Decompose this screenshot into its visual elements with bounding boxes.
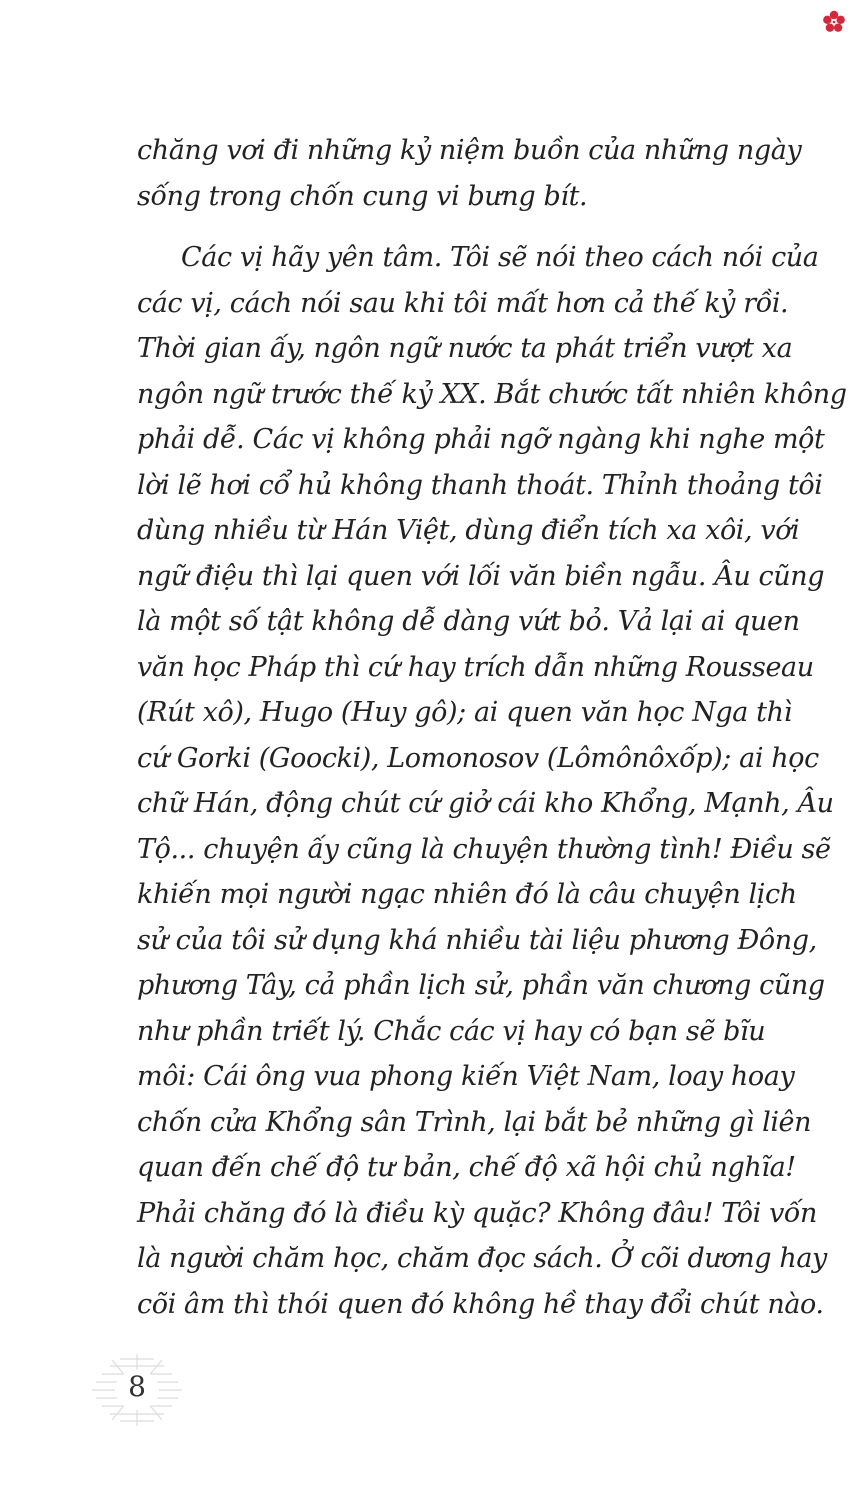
- body-text: [137, 128, 847, 1327]
- text-line: cứ Gorki (Goocki), Lomonosov (Lômônôxốp); ai học: [137, 742, 819, 774]
- text-line: sử của tôi sử dụng khá nhiều tài liệu phương Đông,: [137, 924, 817, 956]
- text-line: quan đến chế độ tư bản, chế độ xã hội chủ nghĩa!: [137, 1152, 796, 1183]
- text-line: văn học Pháp thì cứ hay trích dẫn những Rousseau: [137, 651, 814, 683]
- text-line: cõi âm thì thói quen đó không hề thay đổi chút nào.: [137, 1288, 824, 1320]
- paragraph-gap: [137, 219, 764, 235]
- text-line: các vị, cách nói sau khi tôi mất hơn cả thế kỷ rồi.: [137, 287, 789, 319]
- text-line: chốn cửa Khổng sân Trình, lại bắt bẻ những gì liên: [137, 1106, 812, 1138]
- page-number: 8: [128, 1370, 146, 1403]
- text-line: ngữ điệu thì lại quen với lối văn biền ngẫu. Âu cũng: [137, 560, 825, 592]
- text-line: là người chăm học, chăm đọc sách. Ở cõi dương hay: [137, 1243, 827, 1274]
- text-line: (Rút xô), Hugo (Huy gô); ai quen văn học Nga thì: [137, 697, 792, 728]
- text-line: khiến mọi người ngạc nhiên đó là câu chuyện lịch: [137, 879, 797, 910]
- text-line: môi: Cái ông vua phong kiến Việt Nam, loay hoay: [137, 1061, 795, 1092]
- text-line: chữ Hán, động chút cứ giở cái kho Khổng, Mạnh, Âu: [137, 788, 834, 819]
- text-line: lời lẽ hơi cổ hủ không thanh thoát. Thỉnh thoảng tôi: [137, 469, 823, 501]
- text-line: sống trong chốn cung vi bưng bít.: [137, 180, 588, 212]
- text-line: như phần triết lý. Chắc các vị hay có bạn sẽ bĩu: [137, 1015, 766, 1047]
- page-footer: [82, 1352, 192, 1428]
- text-line: ngôn ngữ trước thế kỷ XX. Bắt chước tất nhiên không: [137, 378, 847, 410]
- text-line: dùng nhiều từ Hán Việt, dùng điển tích xa xôi, với: [137, 515, 800, 546]
- text-line: là một số tật không dễ dàng vứt bỏ. Vả lại ai quen: [137, 606, 800, 637]
- text-line: Phải chăng đó là điều kỳ quặc? Không đâu! Tôi vốn: [137, 1197, 818, 1229]
- text-line: Thời gian ấy, ngôn ngữ nước ta phát triển vượt xa: [137, 333, 793, 364]
- flower-icon: [820, 8, 848, 36]
- text-line: phải dễ. Các vị không phải ngỡ ngàng khi nghe một: [137, 424, 825, 455]
- text-line: Tộ... chuyện ấy cũng là chuyện thường tình! Điều sẽ: [137, 833, 831, 865]
- text-line: phương Tây, cả phần lịch sử, phần văn chương cũng: [137, 970, 825, 1001]
- text-line: chăng vơi đi những kỷ niệm buồn của những ngày: [137, 135, 802, 166]
- text-line: Các vị hãy yên tâm. Tôi sẽ nói theo cách nói của: [181, 242, 819, 273]
